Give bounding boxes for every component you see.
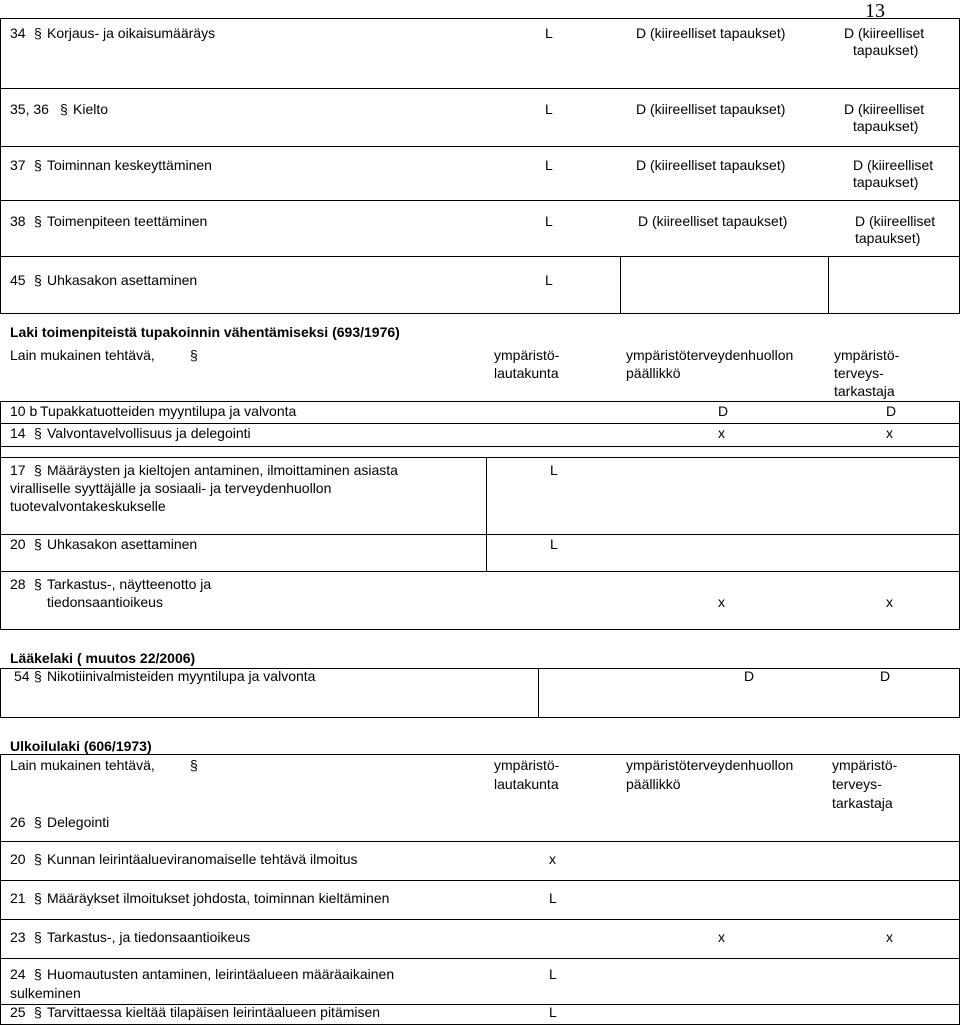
tarkastaja-value-cont: tapaukset)	[853, 42, 919, 58]
tarkastaja-value: D	[886, 403, 897, 419]
law-title: Laki toimenpiteistä tupakoinnin vähentämiseksi (693/1976)	[10, 324, 400, 340]
section-sign: §	[34, 966, 42, 982]
tarkastaja-value: x	[886, 594, 893, 610]
section-number: 20	[10, 536, 26, 552]
row-label-cont: tuotevalvontakeskukselle	[10, 498, 166, 514]
paallikko-value: D (kiireelliset tapaukset)	[636, 101, 786, 117]
tarkastaja-value: D (kiireelliset	[855, 213, 936, 229]
header-tarkastaja-cont: terveys-	[834, 365, 884, 381]
lautakunta-value: L	[549, 890, 557, 906]
row-label: Huomautusten antaminen, leirintäalueen määräaikainen	[47, 966, 395, 982]
tarkastaja-value: D	[880, 668, 891, 684]
section-sign: §	[34, 851, 42, 867]
row-label: Nikotiinivalmisteiden myyntilupa ja valvonta	[47, 668, 316, 684]
row-label: Kielto	[73, 101, 109, 117]
section-sign: §	[34, 668, 42, 684]
section-number: 24	[10, 966, 26, 982]
section-number: 25	[10, 1004, 26, 1020]
lautakunta-value: L	[549, 966, 557, 982]
paallikko-value: D (kiireelliset tapaukset)	[636, 157, 786, 173]
header-lautakunta: ympäristö-	[494, 757, 560, 773]
tarkastaja-value: D (kiireelliset	[844, 25, 925, 41]
row-label: Tarkastus-, näytteenotto ja	[47, 576, 212, 592]
section-number: 28	[10, 576, 26, 592]
header-paallikko-cont: päällikkö	[626, 776, 681, 792]
row-label: Toiminnan keskeyttäminen	[47, 157, 212, 173]
section-number: 35, 36	[10, 101, 49, 117]
row-label: Uhkasakon asettaminen	[47, 536, 198, 552]
lautakunta-value: L	[545, 101, 553, 117]
lain-mukainen-label: Lain mukainen tehtävä,	[10, 757, 155, 773]
row-label-cont: viralliselle syyttäjälle ja sosiaali- ja terveydenhuollon	[10, 480, 332, 496]
row-label: Kunnan leirintäalueviranomaiselle tehtävä ilmoitus	[47, 851, 358, 867]
section-number: 54	[14, 668, 30, 684]
lautakunta-value: L	[545, 25, 553, 41]
header-lautakunta: ympäristö-	[494, 347, 560, 363]
row-label-cont: tiedonsaantioikeus	[47, 594, 163, 610]
header-lautakunta-cont: lautakunta	[494, 365, 559, 381]
section-number: 38	[10, 213, 26, 229]
header-paallikko: ympäristöterveydenhuollon	[626, 347, 794, 363]
header-paallikko: ympäristöterveydenhuollon	[626, 757, 794, 773]
header-tarkastaja-cont: terveys-	[832, 776, 882, 792]
section-sign: §	[34, 213, 42, 229]
section-number: 17	[10, 462, 26, 478]
section-number: 20	[10, 851, 26, 867]
section-number: 45	[10, 272, 26, 288]
section-sign: §	[190, 347, 198, 363]
section-sign: §	[34, 929, 42, 945]
section-sign: §	[34, 425, 42, 441]
row-label: Määräykset ilmoitukset johdosta, toiminnan kieltäminen	[47, 890, 390, 906]
section-sign: §	[34, 157, 42, 173]
section-sign: §	[34, 536, 42, 552]
lautakunta-value: L	[550, 462, 558, 478]
tarkastaja-value: x	[886, 929, 893, 945]
section-sign: §	[190, 757, 198, 773]
tarkastaja-value: D (kiireelliset	[853, 157, 934, 173]
paallikko-value: D	[718, 403, 729, 419]
paallikko-value: x	[718, 425, 725, 441]
paallikko-value: x	[718, 929, 725, 945]
lautakunta-value: x	[549, 851, 556, 867]
section-number: 26	[10, 814, 26, 830]
section-number: 21	[10, 890, 26, 906]
section-sign: §	[34, 890, 42, 906]
tarkastaja-value: D (kiireelliset	[844, 101, 925, 117]
section-number: 37	[10, 157, 26, 173]
header-lautakunta-cont: lautakunta	[494, 776, 559, 792]
section-sign: §	[34, 814, 42, 830]
header-tarkastaja: ympäristö-	[832, 757, 898, 773]
section-sign: §	[34, 462, 42, 478]
row-label: Tarvittaessa kieltää tilapäisen leirintäalueen pitämisen	[47, 1004, 381, 1020]
section-sign: §	[60, 101, 68, 117]
section-sign: §	[34, 272, 42, 288]
row-label: Valvontavelvollisuus ja delegointi	[47, 425, 251, 441]
section-number: 10 b	[10, 403, 38, 419]
paallikko-value: D (kiireelliset tapaukset)	[638, 213, 788, 229]
page-number: 13	[865, 0, 885, 22]
row-label: Toimenpiteen teettäminen	[47, 213, 208, 229]
paallikko-value: D	[744, 668, 755, 684]
section-sign: §	[34, 25, 42, 41]
law-title: Ulkoilulaki (606/1973)	[10, 738, 152, 754]
row-label: Korjaus- ja oikaisumääräys	[47, 25, 216, 41]
section-number: 34	[10, 25, 26, 41]
tarkastaja-value-cont: tapaukset)	[855, 230, 921, 246]
law-title: Lääkelaki ( muutos 22/2006)	[10, 650, 196, 666]
lautakunta-value: L	[545, 213, 553, 229]
section-sign: §	[34, 1004, 42, 1020]
lautakunta-value: L	[550, 536, 558, 552]
row-label: Uhkasakon asettaminen	[47, 272, 198, 288]
row-label: Tupakkatuotteiden myyntilupa ja valvonta	[40, 403, 297, 419]
tarkastaja-value: x	[886, 425, 893, 441]
lain-mukainen-label: Lain mukainen tehtävä,	[10, 347, 155, 363]
lautakunta-value: L	[545, 157, 553, 173]
tarkastaja-value-cont: tapaukset)	[853, 118, 919, 134]
section-number: 14	[10, 425, 26, 441]
row-label: Delegointi	[47, 814, 110, 830]
tarkastaja-value-cont: tapaukset)	[853, 174, 919, 190]
row-label: Tarkastus-, ja tiedonsaantioikeus	[47, 929, 251, 945]
lautakunta-value: L	[549, 1004, 557, 1020]
section-number: 23	[10, 929, 26, 945]
header-paallikko-cont: päällikkö	[626, 365, 681, 381]
header-tarkastaja: ympäristö-	[834, 347, 900, 363]
paallikko-value: D (kiireelliset tapaukset)	[636, 25, 786, 41]
header-tarkastaja-cont2: tarkastaja	[832, 795, 893, 811]
row-label-cont: sulkeminen	[10, 985, 81, 1001]
row-label: Määräysten ja kieltojen antaminen, ilmoittaminen asiasta	[47, 462, 398, 478]
paallikko-value: x	[718, 594, 725, 610]
lautakunta-value: L	[545, 272, 553, 288]
header-tarkastaja-cont2: tarkastaja	[834, 383, 895, 399]
section-sign: §	[34, 576, 42, 592]
